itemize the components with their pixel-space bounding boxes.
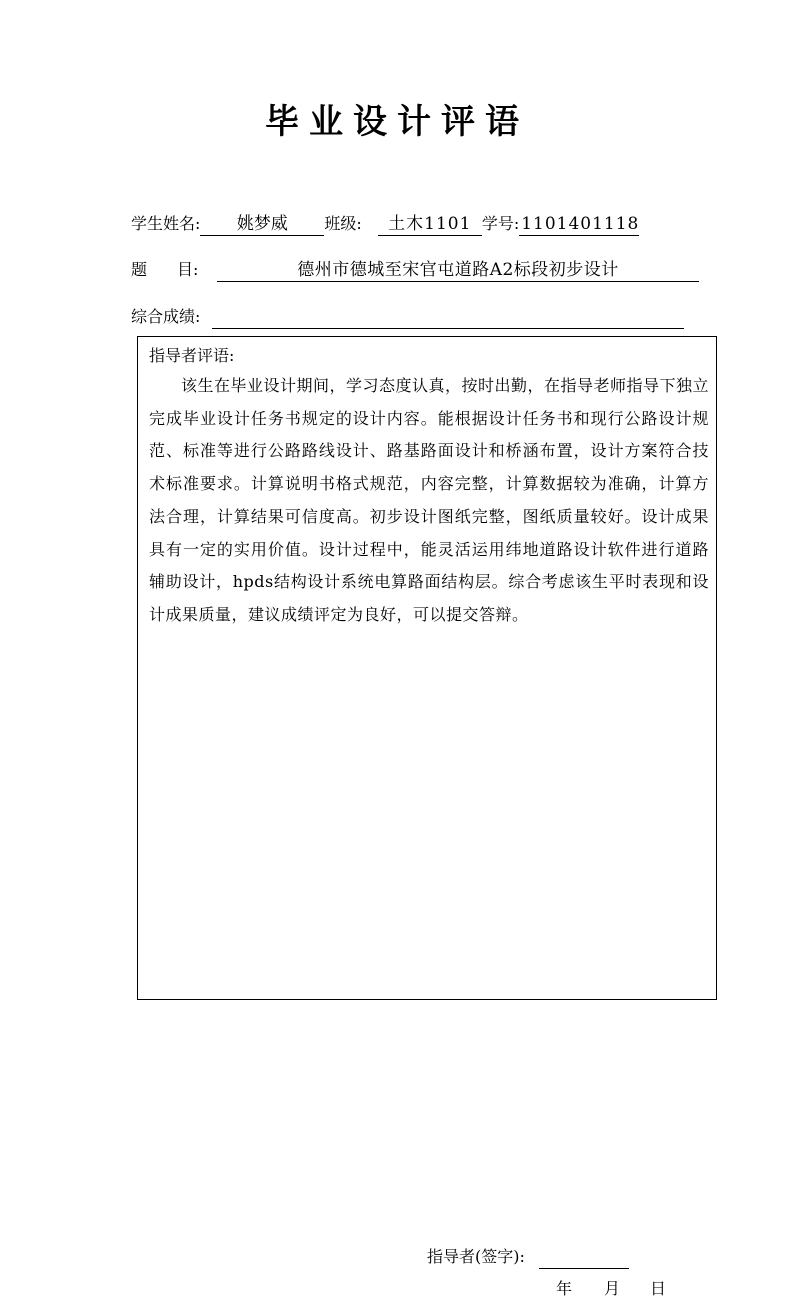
topic-value: 德州市德城至宋官屯道路A2标段初步设计 [217,259,699,282]
advisor-comment-box [137,336,717,1298]
grade-row [131,305,684,329]
student-info-row [131,212,639,236]
topic-row [131,258,699,282]
student-id-label: 学号: [481,214,520,233]
student-id-value: 1101401118 [521,214,640,234]
signature-label: 指导者(签字): [427,1247,525,1266]
advisor-comment-text: 该生在毕业设计期间，学习态度认真，按时出勤，在指导老师指导下独立完成毕业设计任务书规定的设计内容。能根据设计任务书和现行公路设计规范、标准等进行公路路线设计、路基路面设计和桥涵布置，设计方案符合技术标准要求。计算说明书格式规范，内容完整，计算数据较为准确，计算方法合理，计算结果可信度高。初步设计图纸完整，图纸质量较好。设计成果具有一定的实用价值。设计过程中，能灵活运用纬地道路设计软件进行道路辅助设计，hpds结构设计系统电算路面结构层。综合考虑该生平时表现和设计成果质量，建议成绩评定为良好，可以提交答辩。 [149,376,710,624]
student-name-label: 学生姓名: [131,214,201,233]
grade-label: 综合成绩: [131,307,201,326]
date-year-label: 年 [556,1279,573,1298]
topic-label-part2: 目: [177,260,199,279]
date-row [556,1277,666,1301]
class-label: 班级: [324,214,362,233]
student-name-value: 姚梦威 [200,213,324,236]
class-value: 土木1101 [378,213,482,236]
signature-row [427,1245,629,1269]
signature-line [539,1248,629,1269]
date-month-label: 月 [604,1279,621,1298]
date-day-label: 日 [650,1279,667,1298]
grade-value [212,306,684,329]
topic-label-part1: 题 [131,260,148,279]
page-title: 毕业设计评语 [265,102,529,142]
advisor-comment-label: 指导者评语: [149,346,235,365]
